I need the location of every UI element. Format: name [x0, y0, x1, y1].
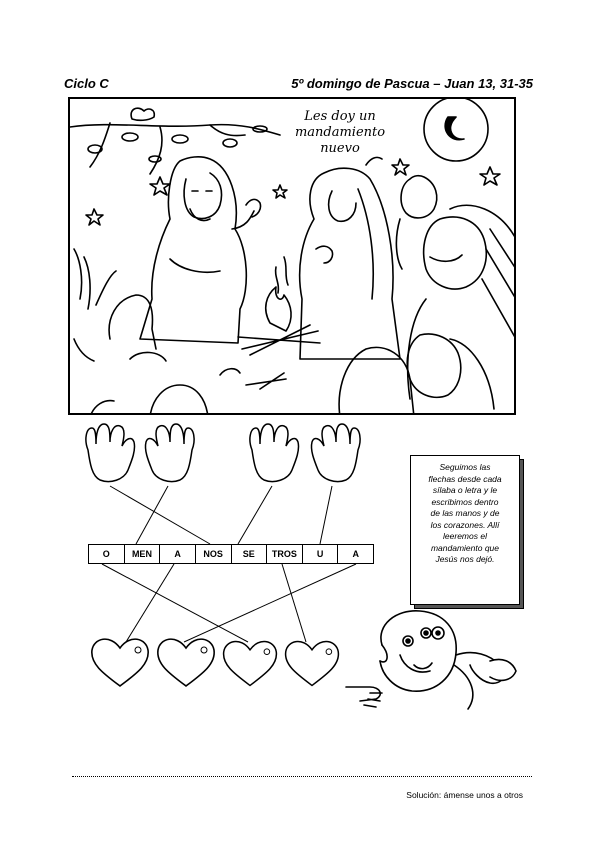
pointing-hand-icon [346, 687, 382, 707]
speech-line: Les doy un [304, 109, 376, 124]
syllable-cell: TROS [267, 545, 303, 563]
syllable-cell: SE [232, 545, 268, 563]
instruction-line: de las manos y de [430, 508, 500, 518]
instruction-note [410, 455, 520, 605]
speech-line: nuevo [320, 141, 360, 156]
speech-line: mandamiento [294, 125, 386, 140]
syllable-cell: U [303, 545, 339, 563]
syllable-cell: NOS [196, 545, 232, 563]
instruction-line: escribimos dentro [431, 496, 499, 507]
syllable-row [88, 544, 374, 564]
instruction-line: los corazones. Allí [430, 519, 500, 530]
divider [72, 776, 532, 777]
instruction-line: Jesús nos dejó. [435, 554, 495, 564]
heart-blank-1[interactable] [88, 632, 152, 690]
syllable-cell: A [160, 545, 196, 563]
heart-blank-4[interactable] [282, 634, 342, 690]
solution-text: Solución: ámense unos a otros [406, 790, 523, 800]
heart-blank-3[interactable] [220, 634, 280, 690]
syllable-cell: MEN [125, 545, 161, 563]
instruction-line: flechas desde cada [428, 473, 502, 484]
heart-blank-2[interactable] [154, 632, 218, 690]
instruction-line: mandamiento que [430, 542, 500, 553]
instruction-line: Seguimos las [439, 462, 491, 472]
cycle-label: Ciclo C [64, 76, 109, 91]
syllable-cell: O [89, 545, 125, 563]
girl-pointing-illustration [340, 605, 530, 725]
syllable-cell: A [352, 549, 359, 559]
page-title: 5º domingo de Pascua – Juan 13, 31-35 [291, 76, 533, 91]
instruction-line: sílaba o letra y le [432, 485, 498, 495]
instruction-line: leeremos el [443, 531, 487, 541]
